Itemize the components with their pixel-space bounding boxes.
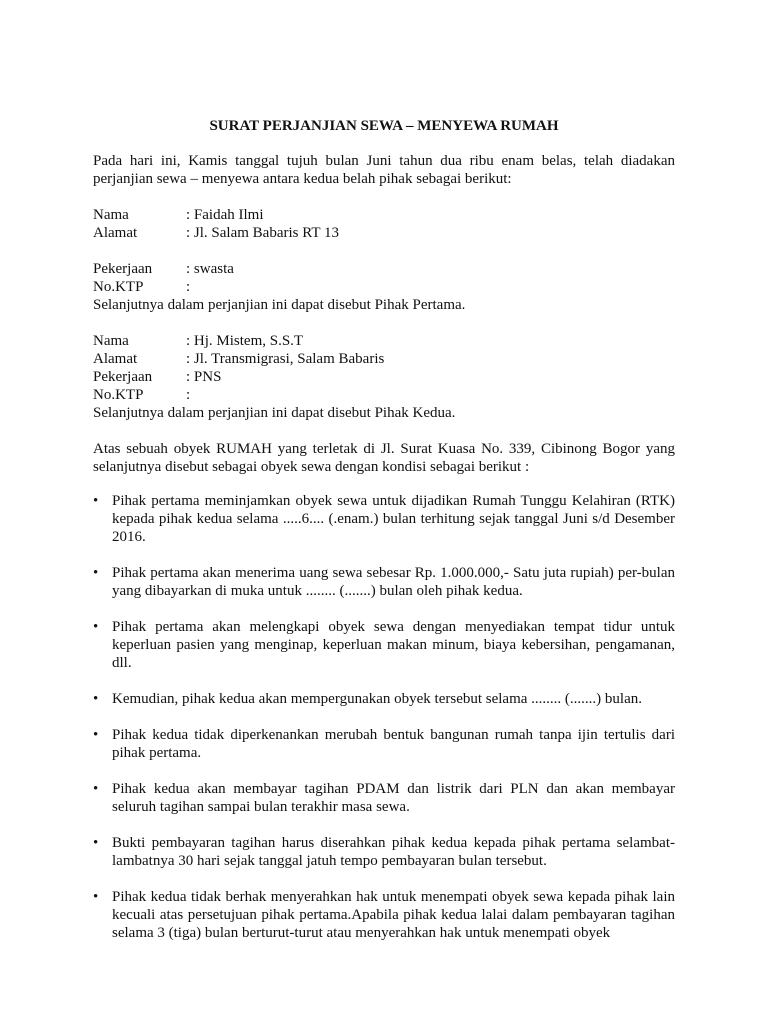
- party-two-job-label: Pekerjaan: [93, 369, 153, 385]
- term-text: Pihak kedua tidak diperkenankan merubah bentuk bangunan rumah tanpa ijin tertulis dari pihak pertama.: [112, 727, 675, 761]
- party-two-address-row: [93, 350, 675, 368]
- term-text: Pihak pertama akan melengkapi obyek sewa dengan menyediakan tempat tidur untuk keperluan pasien yang menginap, keperluan makan minum, biaya kebersihan, pengamanan, dll.: [112, 619, 675, 671]
- party-one-job-row: [93, 260, 675, 278]
- term-text: Kemudian, pihak kedua akan mempergunakan obyek tersebut selama ........ (.......) bulan.: [112, 691, 642, 707]
- party-one-address-row: [93, 224, 675, 242]
- party-one-ktp-row: [93, 278, 675, 296]
- term-item: [93, 780, 675, 816]
- party-one-name-label: Nama: [93, 207, 129, 223]
- term-item: [93, 618, 675, 672]
- bullet-icon: •: [93, 889, 99, 905]
- document-page: [93, 117, 675, 960]
- party-two-job-value: : PNS: [186, 369, 222, 385]
- party-one-address-label: Alamat: [93, 225, 138, 241]
- party-two-address-label: Alamat: [93, 351, 138, 367]
- term-text: Bukti pembayaran tagihan harus diserahkan pihak kedua kepada pihak pertama selambat-lambatnya 30 hari sejak tanggal jatuh tempo pembayaran bulan tersebut.: [112, 835, 675, 869]
- bullet-icon: •: [93, 619, 99, 635]
- party-two-address-value: : Jl. Transmigrasi, Salam Babaris: [186, 351, 385, 367]
- term-text: Pihak kedua akan membayar tagihan PDAM dan listrik dari PLN dan akan membayar seluruh tagihan sampai bulan terakhir masa sewa.: [112, 781, 675, 815]
- party-two-name-label: Nama: [93, 333, 129, 349]
- term-item: [93, 564, 675, 600]
- bullet-icon: •: [93, 565, 99, 581]
- party-two-closing: Selanjutnya dalam perjanjian ini dapat disebut Pihak Kedua.: [93, 405, 456, 421]
- party-one-address-value: : Jl. Salam Babaris RT 13: [186, 225, 339, 241]
- bullet-icon: •: [93, 835, 99, 851]
- party-two-name-row: [93, 332, 675, 350]
- bullet-icon: •: [93, 727, 99, 743]
- party-one-job-value: : swasta: [186, 261, 234, 277]
- term-item: [93, 690, 675, 708]
- party-one-block: [93, 206, 675, 314]
- party-two-job-row: [93, 368, 675, 386]
- party-one-ktp-value: :: [186, 279, 191, 295]
- party-two-ktp-label: No.KTP: [93, 387, 144, 403]
- party-two-name-value: : Hj. Mistem, S.S.T: [186, 333, 304, 349]
- term-text: Pihak pertama akan menerima uang sewa sebesar Rp. 1.000.000,- Satu juta rupiah) per-bulan yang dibayarkan di muka untuk ........ (.......) bulan oleh pihak kedua.: [112, 565, 675, 599]
- party-one-closing: Selanjutnya dalam perjanjian ini dapat disebut Pihak Pertama.: [93, 297, 466, 313]
- intro-paragraph: Pada hari ini, Kamis tanggal tujuh bulan Juni tahun dua ribu enam belas, telah diadakan perjanjian sewa – menyewa antara kedua belah pihak sebagai berikut:: [93, 153, 675, 187]
- party-two-ktp-row: [93, 386, 675, 404]
- terms-list: [93, 492, 675, 942]
- term-item: [93, 888, 675, 942]
- party-one-name-row: [93, 206, 675, 224]
- object-statement: Atas sebuah obyek RUMAH yang terletak di Jl. Surat Kuasa No. 339, Cibinong Bogor yang selanjutnya disebut sebagai obyek sewa dengan kondisi sebagai berikut :: [93, 441, 675, 475]
- party-one-ktp-label: No.KTP: [93, 279, 144, 295]
- party-two-ktp-value: :: [186, 387, 191, 403]
- term-text: Pihak kedua tidak berhak menyerahkan hak untuk menempati obyek sewa kepada pihak lain kecuali atas persetujuan pihak pertama.Apabila pihak kedua lalai dalam pembayaran tagihan selama 3 (tiga) bulan berturut-turut atau menyerahkan hak untuk menempati obyek: [112, 889, 675, 941]
- term-item: [93, 726, 675, 762]
- term-item: [93, 492, 675, 546]
- party-one-name-value: : Faidah Ilmi: [186, 207, 264, 223]
- bullet-icon: •: [93, 781, 99, 797]
- document-title: SURAT PERJANJIAN SEWA – MENYEWA RUMAH: [209, 118, 559, 134]
- party-one-job-label: Pekerjaan: [93, 261, 153, 277]
- party-two-block: [93, 332, 675, 422]
- term-item: [93, 834, 675, 870]
- bullet-icon: •: [93, 691, 99, 707]
- term-text: Pihak pertama meminjamkan obyek sewa untuk dijadikan Rumah Tunggu Kelahiran (RTK) kepada pihak kedua selama .....6.... (.enam.) bulan terhitung sejak tanggal Juni s/d Desember 2016.: [112, 493, 675, 545]
- bullet-icon: •: [93, 493, 99, 509]
